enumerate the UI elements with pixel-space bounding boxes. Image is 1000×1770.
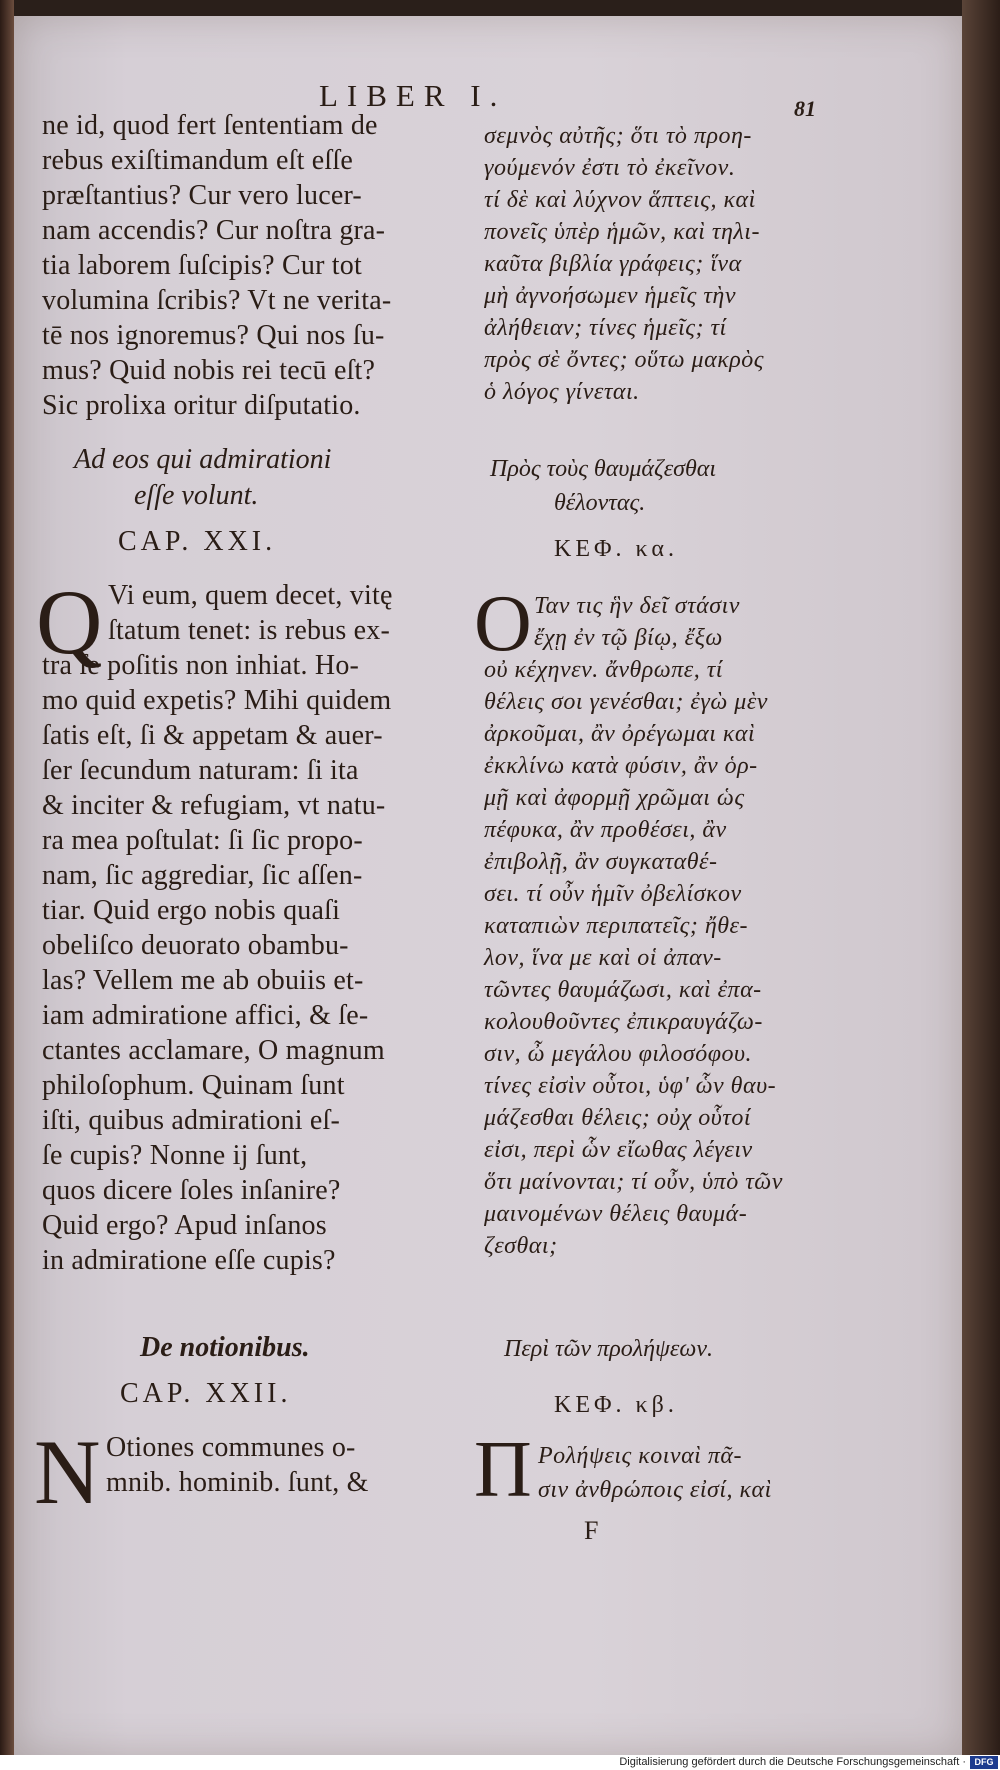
latin-line: volumina ſcribis? Vt ne verita- [42, 285, 392, 316]
greek-line: ἀλήθειαν; τίνες ἡμεῖς; τί [484, 315, 727, 341]
latin-line: tra ſe poſitis non inhiat. Ho- [42, 650, 360, 681]
latin-line: ra mea poſtulat: ſi ſic propo- [42, 825, 363, 856]
greek-line: Ταν τις ἣν δεῖ στάσιν [534, 593, 740, 619]
greek-line: κολουθοῦντες ἐπικραυγάζω- [484, 1009, 763, 1035]
latin-line: mo quid expetis? Mihi quidem [42, 685, 392, 716]
latin-line: iam admiratione affici, & ſe- [42, 1000, 369, 1031]
chapter22-greek-cap: ΚΕΦ. κβ. [554, 1392, 678, 1418]
chapter21-latin-initial: Q [36, 571, 103, 673]
signature-mark: F [584, 1516, 599, 1545]
latin-line: ctantes acclamare, O magnum [42, 1035, 385, 1066]
latin-line: Quid ergo? Apud inſanos [42, 1210, 327, 1241]
greek-line: σιν, ὦ μεγάλου φιλοσόφου. [484, 1041, 753, 1067]
greek-line: ἀρκοῦμαι, ἂν ὀρέγωμαι καὶ [484, 721, 756, 747]
chapter22-greek-title: Περὶ τῶν προλήψεων. [504, 1336, 713, 1362]
greek-line: μὴ ἀγνοήσωμεν ἡμεῖς τὴν [484, 283, 736, 309]
page-number: 81 [794, 96, 816, 121]
chapter21-latin-cap: CAP. XXI. [118, 526, 277, 557]
latin-line: præſtantius? Cur vero lucer- [42, 180, 362, 211]
chapter21-greek-initial: O [474, 580, 532, 668]
greek-line: τί δὲ καὶ λύχνον ἅπτεις, καὶ [484, 187, 756, 213]
latin-line: obeliſco deuorato obambu- [42, 930, 349, 961]
latin-line: ſer ſecundum naturam: ſi ita [42, 755, 359, 786]
greek-line: ἔχῃ ἐν τῷ βίῳ, ἔξω [534, 625, 723, 651]
chapter21-greek-title-line2: θέλοντας. [554, 490, 646, 516]
greek-line: καῦτα βιβλία γράφεις; ἵνα [484, 251, 742, 277]
latin-line: ſtatum tenet: is rebus ex- [108, 615, 391, 646]
book-gutter-edge [0, 0, 14, 1755]
latin-line: nam, ſic aggrediar, ſic aſſen- [42, 860, 363, 891]
greek-line: πονεῖς ὑπὲρ ἡμῶν, καὶ τηλι- [484, 219, 760, 245]
book-fore-edge [962, 0, 1000, 1755]
greek-line: ζεσθαι; [484, 1233, 558, 1259]
greek-line: σιν ἀνθρώποις εἰσί, καὶ [538, 1477, 772, 1503]
greek-line: ἐπιβολῇ, ἂν συγκαταθέ- [484, 849, 718, 875]
chapter22-greek-initial: Π [474, 1426, 532, 1514]
chapter21-latin-title-line1: Ad eos qui admirationi [74, 444, 332, 475]
greek-line: μαινομένων θέλεις θαυμά- [484, 1201, 748, 1227]
latin-line: las? Vellem me ab obuiis et- [42, 965, 364, 996]
greek-line: μάζεσθαι θέλεις; οὐχ οὗτοί [484, 1105, 752, 1131]
latin-line: nam accendis? Cur noſtra gra- [42, 215, 386, 246]
chapter21-greek-title-line1: Πρὸς τοὺς θαυμάζεσθαι [490, 456, 717, 482]
latin-line: tia laborem ſuſcipis? Cur tot [42, 250, 362, 281]
chapter22-latin-initial: N [34, 1421, 101, 1523]
footer-credit: Digitalisierung gefördert durch die Deutsche Forschungsgemeinschaft · [619, 1756, 966, 1768]
latin-line: tiar. Quid ergo nobis quaſi [42, 895, 341, 926]
greek-line: πρὸς σὲ ὄντες; οὕτω μακρὸς [484, 347, 764, 373]
greek-line: τῶντες θαυμάζωσι, καὶ ἐπα- [484, 977, 762, 1003]
digitization-footer [0, 1755, 1000, 1770]
latin-line: iſti, quibus admirationi eſ- [42, 1105, 341, 1136]
latin-line: & inciter & refugiam, vt natu- [42, 790, 386, 821]
greek-line: οὐ κέχηνεν. ἄνθρωπε, τί [484, 657, 723, 683]
latin-line: ſatis eſt, ſi & appetam & auer- [42, 720, 383, 751]
greek-line: ὁ λόγος γίνεται. [484, 379, 640, 405]
greek-line: πέφυκα, ἂν προθέσει, ἂν [484, 817, 727, 843]
book-page [14, 16, 962, 1755]
greek-line: θέλεις σοι γενέσθαι; ἐγὼ μὲν [484, 689, 768, 715]
chapter21-greek-cap: ΚΕΦ. κα. [554, 536, 678, 562]
greek-line: σεμνὸς αὐτῆς; ὅτι τὸ προη- [484, 123, 752, 149]
latin-line: mnib. hominib. ſunt, & [106, 1467, 369, 1498]
chapter22-latin-title: De notionibus. [140, 1332, 310, 1363]
running-head: LIBER I. [319, 78, 507, 113]
latin-line: ne id, quod fert ſententiam de [42, 110, 378, 141]
greek-line: Ρολήψεις κοιναὶ πᾶ- [538, 1443, 742, 1469]
latin-line: philoſophum. Quinam ſunt [42, 1070, 345, 1101]
latin-line: ſe cupis? Nonne ij ſunt, [42, 1140, 308, 1171]
greek-line: καταπιὼν περιπατεῖς; ἤθε- [484, 913, 748, 939]
latin-line: quos dicere ſoles inſanire? [42, 1175, 341, 1206]
dfg-logo: DFG [970, 1756, 998, 1769]
greek-line: εἰσι, περὶ ὧν εἴωθας λέγειν [484, 1137, 753, 1163]
greek-line: σει. τί οὖν ἡμῖν ὀβελίσκον [484, 881, 742, 907]
book-top-edge [0, 0, 1000, 16]
greek-line: γούμενόν ἐστι τὸ ἐκεῖνον. [484, 155, 736, 181]
greek-line: ἐκκλίνω κατὰ φύσιν, ἂν ὁρ- [484, 753, 758, 779]
greek-line: τίνες εἰσὶν οὗτοι, ὑφ' ὧν θαυ- [484, 1073, 777, 1099]
latin-line: Sic prolixa oritur diſputatio. [42, 390, 361, 421]
latin-line: mus? Quid nobis rei tecū eſt? [42, 355, 376, 386]
greek-line: μῇ καὶ ἀφορμῇ χρῶμαι ὡς [484, 785, 745, 811]
chapter21-latin-title-line2: eſſe volunt. [134, 480, 259, 511]
latin-line: rebus exiſtimandum eſt eſſe [42, 145, 353, 176]
chapter22-latin-cap: CAP. XXII. [120, 1378, 292, 1409]
latin-line: tē nos ignoremus? Qui nos ſu- [42, 320, 385, 351]
latin-line: Otiones communes o- [106, 1432, 356, 1463]
greek-line: λον, ἵνα με καὶ οἱ ἀπαν- [484, 945, 722, 971]
latin-line: Vi eum, quem decet, vitę [108, 580, 393, 611]
greek-line: ὅτι μαίνονται; τί οὖν, ὑπὸ τῶν [484, 1169, 783, 1195]
latin-line: in admiratione eſſe cupis? [42, 1245, 336, 1276]
